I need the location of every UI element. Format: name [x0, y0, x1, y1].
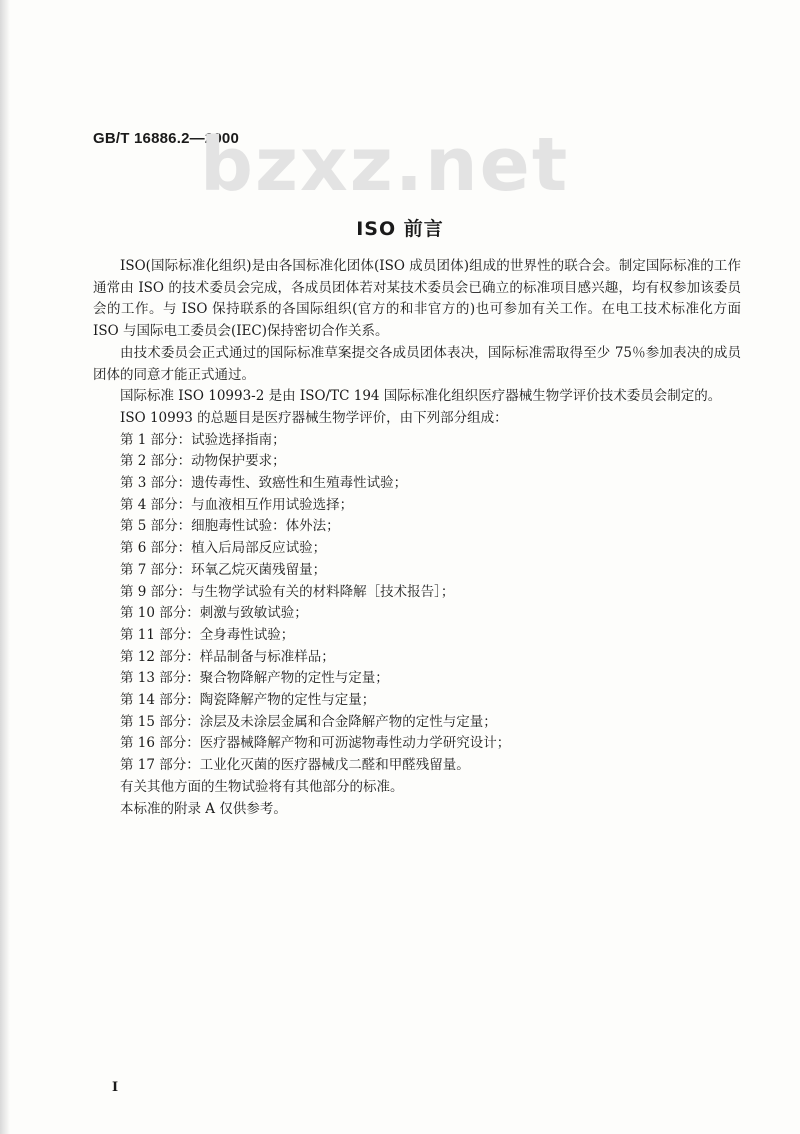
list-item: 第 16 部分：医疗器械降解产物和可沥滤物毒性动力学研究设计；: [120, 735, 511, 752]
standard-number: GB/T 16886.2—2000: [93, 130, 239, 147]
paragraph-voting: 由技术委员会正式通过的国际标准草案提交各成员团体表决，国际标准需取得至少 75％参加表决的成员团体的同意才能正式通过。: [93, 344, 741, 383]
list-item: 第 1 部分：试验选择指南；: [120, 431, 286, 448]
paragraph-committee: 国际标准 ISO 10993-2 是由 ISO/TC 194 国际标准化组织医疗器械生物学评价技术委员会制定的。: [120, 388, 722, 405]
list-item: 第 6 部分：植入后局部反应试验；: [120, 540, 327, 557]
closing-other-parts: 有关其他方面的生物试验将有其他部分的标准。: [120, 778, 404, 795]
page-title: ISO 前言: [356, 218, 444, 240]
scan-edge-shadow: [0, 0, 10, 1134]
list-item: 第 14 部分：陶瓷降解产物的定性与定量；: [120, 692, 376, 709]
parts-list: [93, 430, 741, 777]
watermark: bzxz.net: [200, 122, 570, 208]
list-item: 第 7 部分：环氧乙烷灭菌残留量；: [120, 561, 327, 578]
list-item: 第 10 部分：刺激与致敏试验；: [120, 605, 308, 622]
foreword-body: [93, 256, 741, 820]
list-item: 第 11 部分：全身毒性试验；: [120, 626, 295, 643]
paragraph-series-title: ISO 10993 的总题目是医疗器械生物学评价，由下列部分组成：: [120, 409, 508, 426]
closing-annex-note: 本标准的附录 A 仅供参考。: [120, 800, 287, 817]
list-item: 第 15 部分：涂层及未涂层金属和合金降解产物的定性与定量；: [120, 713, 497, 730]
page-number: I: [112, 1080, 119, 1095]
list-item: 第 3 部分：遗传毒性、致癌性和生殖毒性试验；: [120, 475, 408, 492]
list-item: 第 4 部分：与血液相互作用试验选择；: [120, 496, 354, 513]
list-item: 第 2 部分：动物保护要求；: [120, 453, 286, 470]
list-item: 第 5 部分：细胞毒性试验：体外法；: [120, 518, 340, 535]
list-item: 第 9 部分：与生物学试验有关的材料降解［技术报告］；: [120, 583, 455, 600]
list-item: 第 12 部分：样品制备与标准样品；: [120, 648, 335, 665]
list-item: 第 13 部分：聚合物降解产物的定性与定量；: [120, 670, 389, 687]
paragraph-iso-intro: ISO(国际标准化组织)是由各国标准化团体(ISO 成员团体)组成的世界性的联合会。制定国际标准的工作通常由 ISO 的技术委员会完成，各成员团体若对某技术委员会已确立的标准项目感兴趣，均有权参加该委员会的工作。与 ISO 保持联系的各国际组织(官方的和非官方的)也可参加有关工作。在电工技术标准化方面 ISO 与国际电工委员会(IEC)保持密切合作关系。: [93, 258, 741, 340]
list-item: 第 17 部分：工业化灭菌的医疗器械戊二醛和甲醛残留量。: [120, 757, 470, 774]
